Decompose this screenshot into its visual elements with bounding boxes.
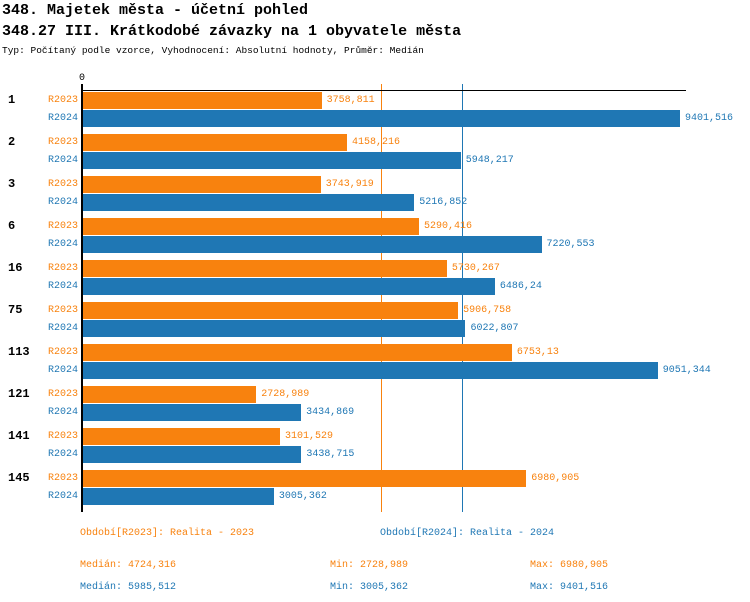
legend-r2023: Období[R2023]: Realita - 2023	[80, 528, 255, 539]
bar-R2024-group-3	[83, 194, 414, 211]
group-label-2: 2	[8, 135, 16, 149]
value-label-R2023-121: 2728,989	[261, 389, 310, 400]
stat-median-r2023: Medián: 4724,316	[80, 560, 177, 571]
stat-max-r2023: Max: 6980,905	[530, 560, 609, 571]
value-label-R2024-113: 9051,344	[662, 365, 711, 376]
series-label-R2023-3: R2023	[47, 179, 78, 190]
value-label-R2024-1: 9401,516	[685, 113, 734, 124]
bar-R2023-group-2	[83, 134, 347, 151]
report-subtitle: 348.27 III. Krátkodobé závazky na 1 obyvatele města	[2, 23, 462, 40]
value-label-R2023-113: 6753,13	[516, 347, 559, 358]
value-label-R2023-75: 5906,758	[463, 305, 512, 316]
value-label-R2024-145: 3005,362	[278, 491, 327, 502]
series-label-R2023-75: R2023	[47, 305, 78, 316]
series-label-R2024-1: R2024	[47, 113, 78, 124]
x-axis-line	[82, 90, 686, 91]
group-label-1: 1	[8, 93, 16, 107]
value-label-R2024-2: 5948,217	[465, 155, 514, 166]
series-label-R2024-121: R2024	[47, 407, 78, 418]
bar-R2023-group-141	[83, 428, 280, 445]
bar-R2023-group-6	[83, 218, 419, 235]
series-label-R2023-6: R2023	[47, 221, 78, 232]
group-label-121: 121	[8, 387, 30, 401]
bar-R2024-group-2	[83, 152, 461, 169]
value-label-R2023-141: 3101,529	[284, 431, 333, 442]
value-label-R2023-3: 3743,919	[325, 179, 374, 190]
stat-min-r2023: Min: 2728,989	[330, 560, 409, 571]
series-label-R2024-6: R2024	[47, 239, 78, 250]
report-meta: Typ: Počítaný podle vzorce, Vyhodnocení: Absolutní hodnoty, Průměr: Medián	[2, 45, 424, 56]
series-label-R2024-16: R2024	[47, 281, 78, 292]
reference-line-median-2023	[381, 84, 382, 512]
series-label-R2023-1: R2023	[47, 95, 78, 106]
bar-R2024-group-75	[83, 320, 465, 337]
reference-line-median-2024	[462, 84, 463, 512]
series-label-R2023-16: R2023	[47, 263, 78, 274]
legend-r2024: Období[R2024]: Realita - 2024	[380, 528, 555, 539]
value-label-R2023-145: 6980,905	[531, 473, 580, 484]
value-label-R2024-16: 6486,24	[499, 281, 542, 292]
series-label-R2024-113: R2024	[47, 365, 78, 376]
bar-R2024-group-1	[83, 110, 680, 127]
value-label-R2023-6: 5290,416	[423, 221, 472, 232]
series-label-R2024-3: R2024	[47, 197, 78, 208]
bar-R2024-group-145	[83, 488, 274, 505]
series-label-R2023-121: R2023	[47, 389, 78, 400]
value-label-R2024-121: 3434,869	[306, 407, 355, 418]
series-label-R2024-2: R2024	[47, 155, 78, 166]
stat-median-r2024: Medián: 5985,512	[80, 582, 177, 593]
value-label-R2023-2: 4158,216	[352, 137, 401, 148]
group-label-16: 16	[8, 261, 23, 275]
group-label-141: 141	[8, 429, 30, 443]
value-label-R2024-75: 6022,807	[470, 323, 519, 334]
value-label-R2023-1: 3758,811	[326, 95, 375, 106]
series-label-R2023-113: R2023	[47, 347, 78, 358]
report-title: 348. Majetek města - účetní pohled	[2, 2, 309, 19]
value-label-R2024-6: 7220,553	[546, 239, 595, 250]
series-label-R2023-2: R2023	[47, 137, 78, 148]
bar-R2023-group-1	[83, 92, 322, 109]
group-label-145: 145	[8, 471, 30, 485]
group-label-3: 3	[8, 177, 16, 191]
value-label-R2024-3: 5216,852	[419, 197, 468, 208]
bar-R2023-group-3	[83, 176, 321, 193]
stat-max-r2024: Max: 9401,516	[530, 582, 609, 593]
bar-R2023-group-113	[83, 344, 512, 361]
bar-R2023-group-16	[83, 260, 447, 277]
bar-R2024-group-113	[83, 362, 658, 379]
series-label-R2024-75: R2024	[47, 323, 78, 334]
series-label-R2024-141: R2024	[47, 449, 78, 460]
bar-R2023-group-121	[83, 386, 256, 403]
group-label-113: 113	[8, 345, 30, 359]
bar-R2024-group-141	[83, 446, 301, 463]
group-label-75: 75	[8, 303, 23, 317]
bar-R2024-group-121	[83, 404, 301, 421]
group-label-6: 6	[8, 219, 16, 233]
series-label-R2023-141: R2023	[47, 431, 78, 442]
series-label-R2024-145: R2024	[47, 491, 78, 502]
axis-zero-label: 0	[78, 73, 85, 84]
stat-min-r2024: Min: 3005,362	[330, 582, 409, 593]
bar-R2024-group-16	[83, 278, 495, 295]
value-label-R2023-16: 5730,267	[451, 263, 500, 274]
bar-R2024-group-6	[83, 236, 542, 253]
bar-R2023-group-75	[83, 302, 458, 319]
value-label-R2024-141: 3438,715	[306, 449, 355, 460]
bar-R2023-group-145	[83, 470, 526, 487]
series-label-R2023-145: R2023	[47, 473, 78, 484]
